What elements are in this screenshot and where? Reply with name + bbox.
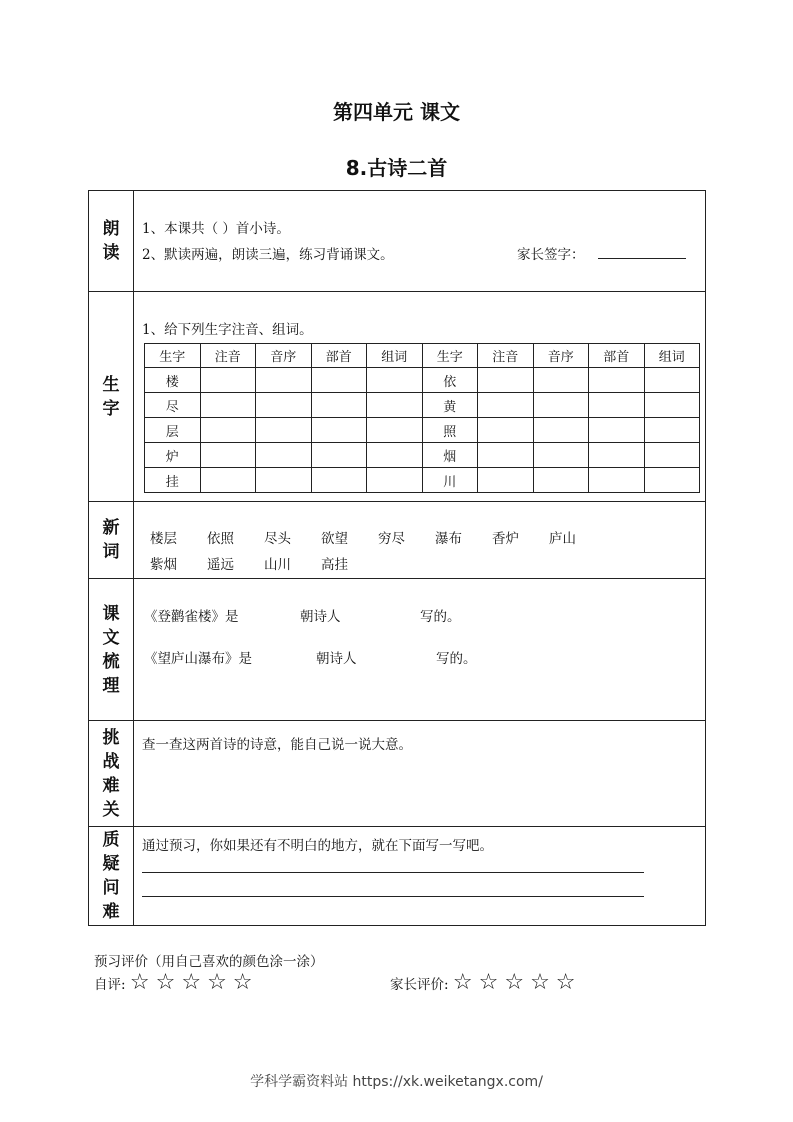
answer-line-2[interactable] [142,896,644,897]
star-icon[interactable]: ☆ [530,970,550,995]
answer-cell[interactable] [644,443,700,468]
word: 庐山 [549,531,576,547]
section-challenge-label: 挑 战 难 关 [89,721,134,827]
word: 遥远 [207,557,234,573]
char-cell: 川 [422,468,478,493]
char-cell: 依 [422,368,478,393]
answer-cell[interactable] [200,443,256,468]
newwords-row-1 [150,527,606,547]
self-stars [129,970,259,995]
parent-sign-line[interactable] [598,258,686,259]
answer-cell[interactable] [533,468,589,493]
answer-cell[interactable] [478,368,534,393]
challenge-text: 查一查这两首诗的诗意，能自己说一说大意。 [142,737,412,753]
answer-cell[interactable] [311,443,367,468]
table-row [145,468,700,493]
answer-cell[interactable] [311,418,367,443]
answer-cell[interactable] [200,368,256,393]
answer-cell[interactable] [256,393,312,418]
section-question [134,827,706,926]
answer-cell[interactable] [256,468,312,493]
answer-cell[interactable] [200,468,256,493]
chars-grid-header [145,344,700,368]
word: 紫烟 [150,557,177,573]
grid-header-cell: 音序 [256,344,312,368]
section-challenge [134,721,706,827]
word: 山川 [264,557,291,573]
answer-cell[interactable] [256,443,312,468]
answer-cell[interactable] [367,393,423,418]
chars-grid [144,343,700,493]
answer-cell[interactable] [478,418,534,443]
answer-cell[interactable] [256,418,312,443]
answer-cell[interactable] [256,368,312,393]
parent-sign-label: 家长签字： [517,247,585,263]
section-outline-label: 课 文 梳 理 [89,579,134,721]
char-cell: 楼 [145,368,201,393]
section-outline [134,579,706,721]
word: 瀑布 [435,531,462,547]
section-newwords-label: 新 词 [89,502,134,579]
table-row [145,393,700,418]
worksheet-table [88,190,706,926]
grid-header-cell: 部首 [311,344,367,368]
answer-cell[interactable] [478,468,534,493]
star-icon[interactable]: ☆ [478,970,499,995]
grid-header-cell: 组词 [644,344,700,368]
star-icon[interactable]: ☆ [555,970,576,995]
star-icon[interactable]: ☆ [155,970,176,995]
unit-title: 第四单元 课文 [333,100,460,124]
char-cell: 挂 [145,468,201,493]
answer-cell[interactable] [367,368,423,393]
section-chars-label: 生 字 [89,292,134,502]
answer-cell[interactable] [589,393,645,418]
read-line-1: 1、本课共（ ）首小诗。 [142,221,290,237]
answer-cell[interactable] [367,468,423,493]
outline-line-2c: 写的。 [436,651,477,667]
section-newwords [134,502,706,579]
answer-cell[interactable] [200,418,256,443]
grid-header-cell: 注音 [200,344,256,368]
word: 尽头 [264,531,291,547]
answer-cell[interactable] [589,443,645,468]
grid-header-cell: 音序 [533,344,589,368]
section-chars [134,292,706,502]
grid-header-cell: 生字 [422,344,478,368]
table-row [145,443,700,468]
star-icon[interactable]: ☆ [207,970,227,995]
answer-line-1[interactable] [142,872,644,873]
word: 依照 [207,531,234,547]
answer-cell[interactable] [644,418,700,443]
answer-cell[interactable] [478,443,534,468]
self-evaluation [94,970,259,995]
newwords-row-2 [150,553,378,573]
read-line-2: 2、默读两遍，朗读三遍，练习背诵课文。 [142,247,394,263]
answer-cell[interactable] [589,468,645,493]
star-icon[interactable]: ☆ [452,970,473,995]
answer-cell[interactable] [311,368,367,393]
answer-cell[interactable] [367,418,423,443]
outline-line-1b: 朝诗人 [300,609,341,625]
answer-cell[interactable] [533,443,589,468]
answer-cell[interactable] [533,393,589,418]
answer-cell[interactable] [644,368,700,393]
outline-line-1a: 《登鹳雀楼》是 [144,609,239,625]
star-icon[interactable]: ☆ [181,970,202,995]
char-cell: 层 [145,418,201,443]
parent-evaluation [390,970,582,995]
word: 欲望 [321,531,348,547]
word: 高挂 [321,557,348,573]
site-watermark: 学科学霸资料站 https://xk.weiketangx.com/ [250,1074,543,1090]
word: 穷尽 [378,531,405,547]
answer-cell[interactable] [200,393,256,418]
outline-line-1c: 写的。 [420,609,461,625]
evaluation-title: 预习评价（用自己喜欢的颜色涂一涂） [94,954,324,970]
grid-header-cell: 组词 [367,344,423,368]
chars-instruction: 1、给下列生字注音、组词。 [142,322,313,338]
grid-header-cell: 部首 [589,344,645,368]
section-question-label: 质 疑 问 难 [89,827,134,926]
answer-cell[interactable] [589,418,645,443]
answer-cell[interactable] [533,368,589,393]
outline-line-2b: 朝诗人 [316,651,357,667]
char-cell: 黄 [422,393,478,418]
answer-cell[interactable] [644,393,700,418]
grid-header-cell: 生字 [145,344,201,368]
grid-header-cell: 注音 [478,344,534,368]
table-row [145,418,700,443]
self-evaluation-label: 自评: [94,977,126,993]
word: 楼层 [150,531,177,547]
answer-cell[interactable] [367,443,423,468]
star-icon[interactable]: ☆ [232,970,253,995]
section-read [134,191,706,292]
parent-evaluation-label: 家长评价: [390,977,449,993]
answer-cell[interactable] [644,468,700,493]
word: 香炉 [492,531,519,547]
section-read-label: 朗 读 [89,191,134,292]
star-icon[interactable]: ☆ [504,970,525,995]
answer-cell[interactable] [589,368,645,393]
lesson-title: 8.古诗二首 [345,156,448,180]
char-cell: 炉 [145,443,201,468]
answer-cell[interactable] [311,468,367,493]
answer-cell[interactable] [478,393,534,418]
char-cell: 照 [422,418,478,443]
parent-stars [452,970,582,995]
answer-cell[interactable] [311,393,367,418]
table-row [145,368,700,393]
question-text: 通过预习，你如果还有不明白的地方，就在下面写一写吧。 [142,838,493,854]
char-cell: 烟 [422,443,478,468]
star-icon[interactable]: ☆ [129,970,150,995]
answer-cell[interactable] [533,418,589,443]
outline-line-2a: 《望庐山瀑布》是 [144,651,252,667]
char-cell: 尽 [145,393,201,418]
